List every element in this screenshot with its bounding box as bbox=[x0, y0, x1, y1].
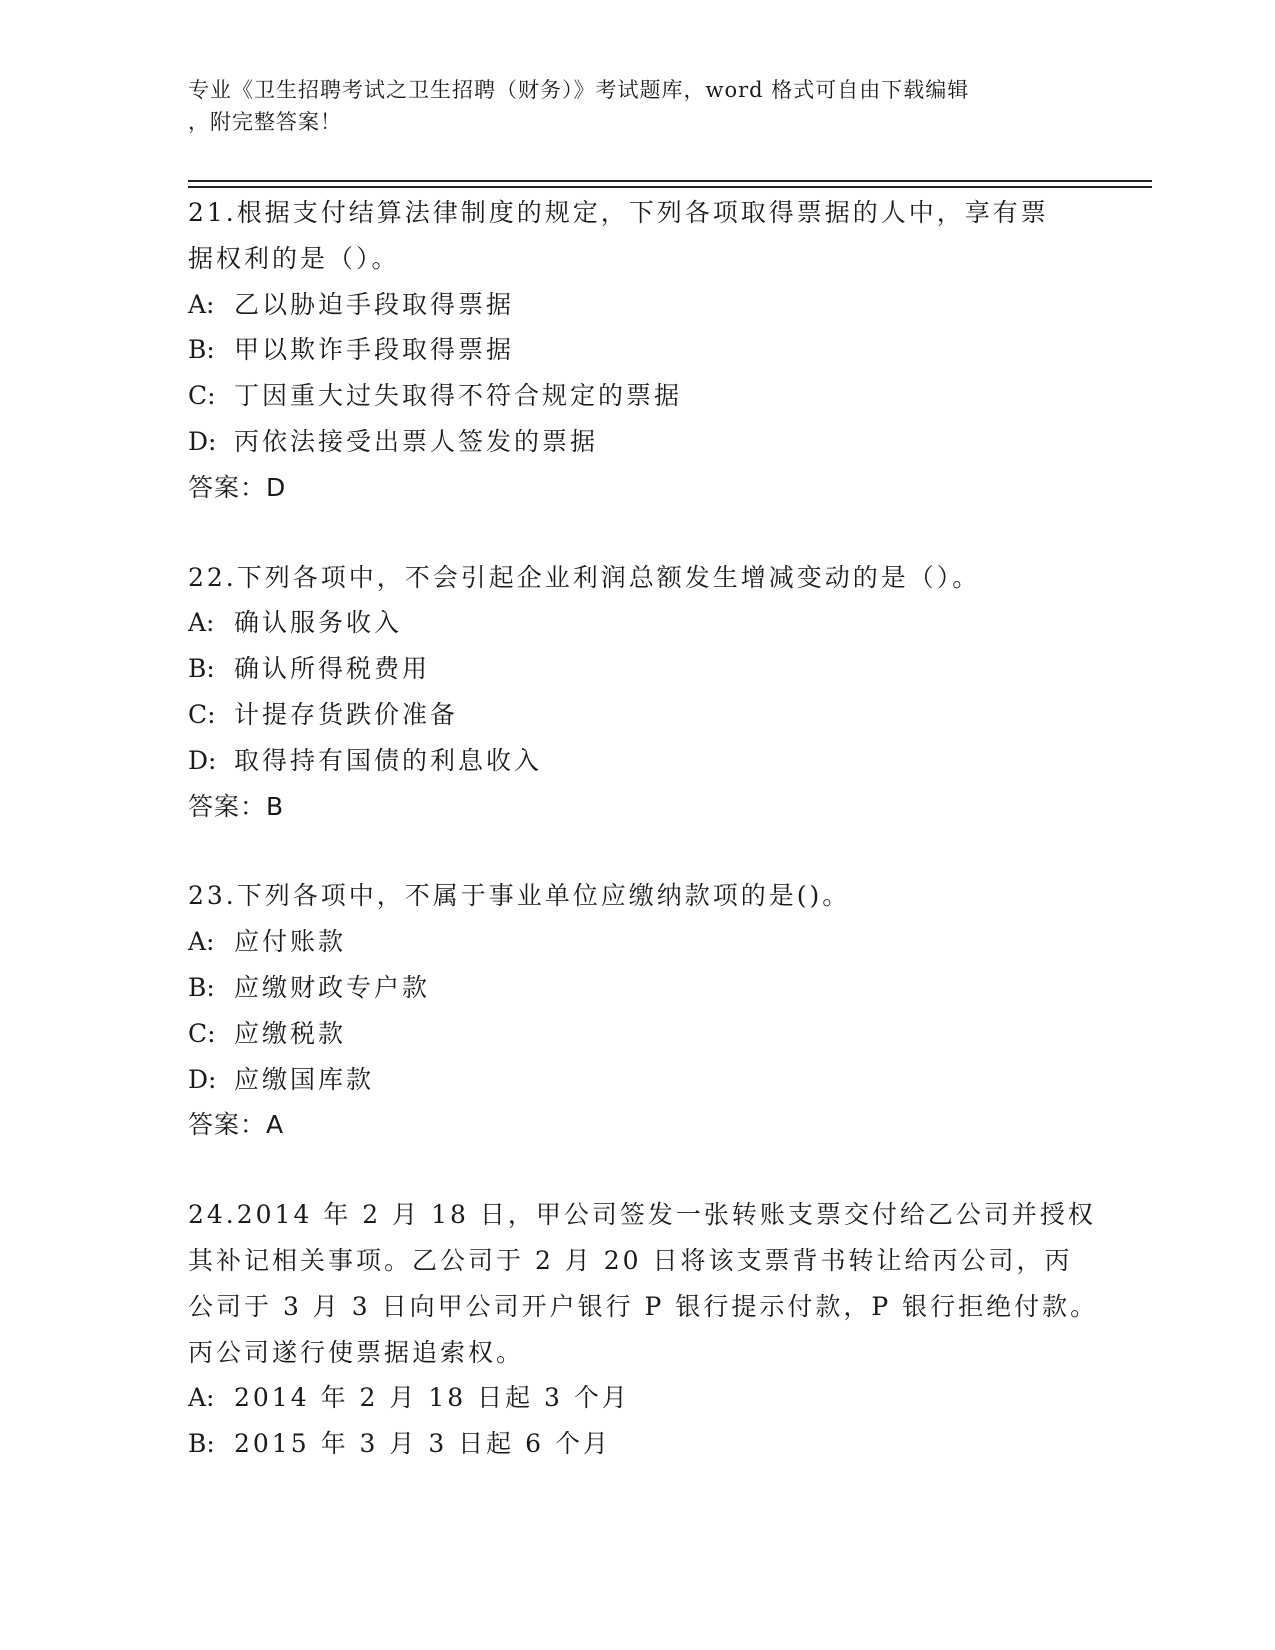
option-text: 甲以欺诈手段取得票据 bbox=[234, 335, 515, 365]
option-text: 确认所得税费用 bbox=[234, 654, 431, 684]
question-23 bbox=[188, 873, 1088, 1148]
option-c bbox=[188, 1011, 1088, 1057]
option-key: B: bbox=[188, 335, 215, 365]
option-key: C: bbox=[188, 699, 216, 729]
option-text: 应缴国库款 bbox=[234, 1064, 375, 1094]
option-c bbox=[188, 373, 1088, 419]
option-a bbox=[188, 1375, 1088, 1421]
option-text: 计提存货跌价准备 bbox=[234, 699, 459, 729]
option-text: 应缴税款 bbox=[234, 1018, 347, 1048]
option-d bbox=[188, 1057, 1088, 1103]
option-text: 丙依法接受出票人签发的票据 bbox=[234, 426, 599, 456]
question-22 bbox=[188, 555, 1088, 830]
question-24 bbox=[188, 1192, 1099, 1467]
option-a bbox=[188, 919, 1088, 965]
option-key: C: bbox=[188, 381, 216, 411]
option-d bbox=[188, 738, 1088, 784]
option-key: A: bbox=[188, 1383, 215, 1413]
option-b bbox=[188, 965, 1088, 1011]
option-key: B: bbox=[188, 1429, 215, 1459]
answer-line: 答案：A bbox=[188, 1110, 285, 1140]
option-a bbox=[188, 600, 1088, 646]
answer-line: 答案：B bbox=[188, 791, 285, 821]
option-key: B: bbox=[188, 972, 215, 1002]
option-text: 乙以胁迫手段取得票据 bbox=[234, 289, 515, 319]
question-list bbox=[188, 190, 1099, 1511]
question-text: 其补记相关事项。乙公司于 2 月 20 日将该支票背书转让给丙公司，丙 bbox=[188, 1245, 1073, 1275]
option-text: 2015 年 3 月 3 日起 6 个月 bbox=[234, 1429, 611, 1459]
option-key: D: bbox=[188, 1064, 217, 1094]
option-text: 应缴财政专户款 bbox=[234, 972, 431, 1002]
option-key: D: bbox=[188, 745, 217, 775]
option-b bbox=[188, 327, 1088, 373]
header-line-1: 专业《卫生招聘考试之卫生招聘（财务）》考试题库，word 格式可自由下载编辑 bbox=[188, 78, 970, 102]
header-line-2: ，附完整答案！ bbox=[188, 110, 342, 134]
option-key: C: bbox=[188, 1018, 216, 1048]
question-text: 21.根据支付结算法律制度的规定，下列各项取得票据的人中，享有票 bbox=[188, 198, 1049, 227]
option-text: 应付账款 bbox=[234, 927, 347, 957]
question-21 bbox=[188, 190, 1088, 511]
option-text: 取得持有国债的利息收入 bbox=[234, 745, 543, 775]
option-b bbox=[188, 1421, 1088, 1467]
question-text: 23.下列各项中，不属于事业单位应缴纳款项的是()。 bbox=[188, 881, 851, 911]
header-rule-top bbox=[188, 180, 1152, 182]
header-rule-bottom bbox=[188, 186, 1152, 188]
document-header bbox=[188, 74, 1068, 138]
option-text: 2014 年 2 月 18 日起 3 个月 bbox=[234, 1383, 630, 1413]
question-text: 22.下列各项中，不会引起企业利润总额发生增减变动的是（）。 bbox=[188, 562, 981, 592]
option-b bbox=[188, 646, 1088, 692]
option-text: 确认服务收入 bbox=[234, 608, 403, 638]
option-key: D: bbox=[188, 426, 217, 456]
option-d bbox=[188, 419, 1088, 465]
question-text: 公司于 3 月 3 日向甲公司开户银行 P 银行提示付款，P 银行拒绝付款。 bbox=[188, 1291, 1099, 1321]
question-text: 据权利的是（）。 bbox=[188, 243, 400, 273]
option-c bbox=[188, 692, 1088, 738]
option-key: A: bbox=[188, 289, 215, 319]
question-text: 丙公司遂行使票据追索权。 bbox=[188, 1337, 525, 1367]
option-text: 丁因重大过失取得不符合规定的票据 bbox=[234, 381, 683, 411]
answer-line: 答案：D bbox=[188, 472, 287, 502]
option-key: A: bbox=[188, 608, 215, 638]
option-key: B: bbox=[188, 654, 215, 684]
option-a bbox=[188, 282, 1088, 328]
question-text: 24.2014 年 2 月 18 日，甲公司签发一张转账支票交付给乙公司并授权 bbox=[188, 1200, 1096, 1230]
option-key: A: bbox=[188, 927, 215, 957]
